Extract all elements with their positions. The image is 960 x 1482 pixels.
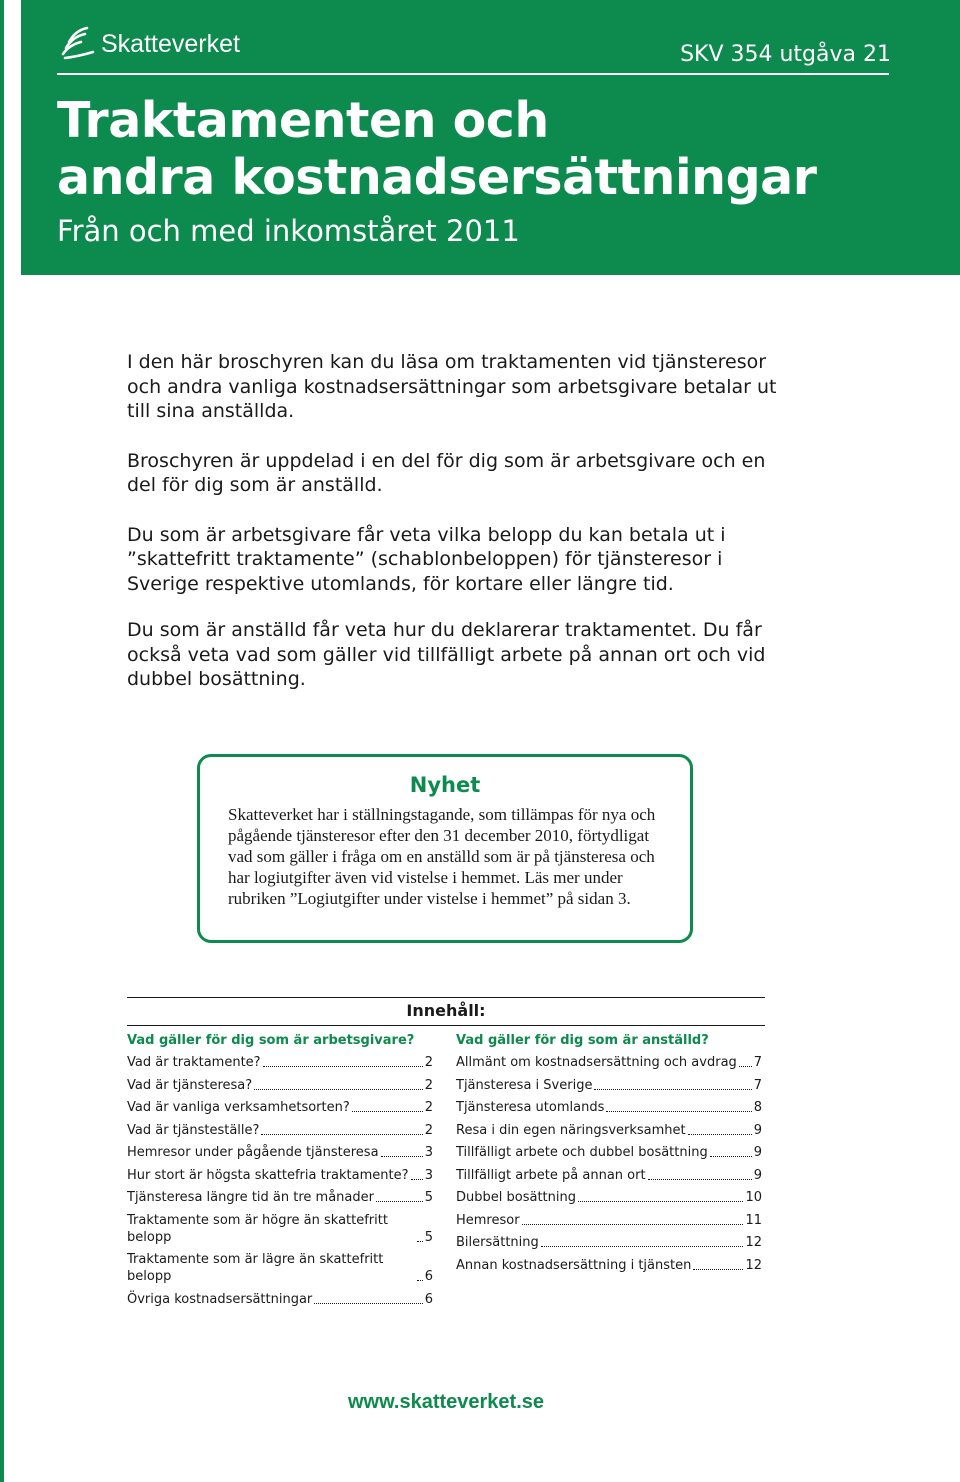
toc-item-page: 5 xyxy=(424,1229,433,1245)
toc-leader-dots xyxy=(710,1156,752,1157)
toc-item-label: Tillfälligt arbete och dubbel bosättning xyxy=(456,1145,708,1160)
toc-item-page: 9 xyxy=(753,1122,762,1138)
toc-item-page: 8 xyxy=(753,1100,762,1115)
toc-item[interactable] xyxy=(456,1099,762,1116)
toc-leader-dots xyxy=(648,1179,752,1180)
toc-item[interactable] xyxy=(456,1077,762,1094)
toc-item[interactable] xyxy=(127,1099,433,1116)
toc-item-page: 11 xyxy=(745,1212,762,1228)
toc-leader-dots xyxy=(352,1111,423,1112)
toc-item-page: 2 xyxy=(424,1077,433,1093)
toc-leader-dots xyxy=(739,1066,752,1067)
toc-leader-dots xyxy=(261,1134,422,1135)
toc-leader-dots xyxy=(417,1280,423,1281)
toc-top-rule xyxy=(127,997,765,998)
news-title: Nyhet xyxy=(409,773,481,797)
toc-item-page: 6 xyxy=(424,1291,433,1307)
title-line-2: andra kostnadsersättningar xyxy=(57,149,817,206)
toc-item-label: Vad är traktamente? xyxy=(127,1055,261,1070)
toc-item-label: Tjänsteresa längre tid än tre månader xyxy=(127,1190,374,1205)
page-title xyxy=(57,92,816,206)
toc-item[interactable] xyxy=(127,1167,433,1184)
toc-item-page: 7 xyxy=(753,1077,762,1093)
toc-item-label: Bilersättning xyxy=(456,1235,539,1250)
toc-item[interactable] xyxy=(456,1212,762,1229)
news-box xyxy=(197,754,693,943)
website-link[interactable]: www.skatteverket.se xyxy=(347,1391,545,1413)
toc-employee-heading: Vad gäller för dig som är anställd? xyxy=(456,1033,709,1048)
toc-item-label: Traktamente som är lägre än skattefritt belopp xyxy=(127,1252,384,1284)
toc-employer-column xyxy=(127,1033,433,1313)
toc-leader-dots xyxy=(693,1269,743,1270)
toc-item[interactable] xyxy=(456,1054,762,1071)
toc-item[interactable] xyxy=(456,1122,762,1139)
toc-item[interactable] xyxy=(127,1122,433,1139)
toc-leader-dots xyxy=(541,1246,744,1247)
title-line-1: Traktamenten och xyxy=(57,92,549,149)
toc-item[interactable] xyxy=(127,1144,433,1161)
toc-item-label: Tjänsteresa utomlands xyxy=(456,1100,605,1115)
toc-title: Innehåll: xyxy=(406,1001,486,1020)
toc-item-label: Vad är vanliga verksamhetsorten? xyxy=(127,1100,350,1115)
toc-item-label: Annan kostnadsersättning i tjänsten xyxy=(456,1257,692,1273)
toc-bottom-rule xyxy=(127,1025,765,1026)
left-accent-rule xyxy=(0,0,4,1482)
toc-employee-list xyxy=(456,1054,762,1274)
intro-paragraph-3: Du som är arbetsgivare får veta vilka belopp du kan betala ut i ”skattefritt traktamente” (schablonbeloppen) för tjänsteresor i Sverige respektive utomlands, för kortare eller längre tid. xyxy=(127,523,726,595)
toc-employer-list xyxy=(127,1054,433,1308)
toc-item-label: Resa i din egen näringsverksamhet xyxy=(456,1122,686,1138)
toc-leader-dots xyxy=(606,1111,751,1112)
toc-item-label: Hur stort är högsta skattefria traktamente? xyxy=(127,1167,409,1183)
toc-item-label: Vad är tjänsteresa? xyxy=(127,1077,253,1093)
toc-leader-dots xyxy=(522,1224,744,1225)
toc-item-page: 3 xyxy=(424,1167,433,1183)
toc-item[interactable] xyxy=(127,1077,433,1094)
document-code: SKV 354 utgåva 21 xyxy=(680,42,891,67)
toc-leader-dots xyxy=(688,1134,752,1135)
header-banner xyxy=(21,0,960,275)
skatteverket-logo xyxy=(57,24,240,64)
toc-item-page: 2 xyxy=(424,1055,433,1070)
intro-paragraph-4: Du som är anställd får veta hur du deklarerar traktamentet. Du får också veta vad som gäller vid tillfälligt arbete på annan ort och vid dubbel bosättning. xyxy=(127,619,766,690)
toc-leader-dots xyxy=(254,1089,423,1090)
toc-item-page: 2 xyxy=(424,1100,433,1115)
toc-item-label: Tjänsteresa i Sverige xyxy=(456,1077,593,1093)
page-subtitle: Från och med inkomståret 2011 xyxy=(57,214,520,248)
toc-leader-dots xyxy=(594,1089,751,1090)
toc-item-label: Allmänt om kostnadsersättning och avdrag xyxy=(456,1055,737,1070)
toc-leader-dots xyxy=(578,1201,743,1202)
header-divider xyxy=(57,73,889,75)
toc-item[interactable] xyxy=(127,1054,433,1071)
toc-employee-column xyxy=(456,1033,762,1279)
intro-paragraph-1: I den här broschyren kan du läsa om traktamenten vid tjänsteresor och andra vanliga kostnadsersättningar som arbetsgivare betalar ut till sina anställda. xyxy=(127,351,777,422)
toc-item-page: 12 xyxy=(745,1235,762,1250)
toc-leader-dots xyxy=(263,1066,423,1067)
toc-item[interactable] xyxy=(127,1189,433,1206)
toc-item-page: 6 xyxy=(424,1269,433,1284)
toc-leader-dots xyxy=(381,1156,423,1157)
toc-leader-dots xyxy=(417,1241,423,1242)
toc-item-page: 3 xyxy=(424,1145,433,1160)
toc-item-page: 7 xyxy=(753,1055,762,1070)
toc-item[interactable] xyxy=(456,1144,762,1161)
toc-leader-dots xyxy=(411,1179,423,1180)
toc-item-page: 5 xyxy=(424,1190,433,1205)
toc-item-page: 9 xyxy=(753,1145,762,1160)
toc-item-page: 9 xyxy=(753,1167,762,1183)
toc-item[interactable] xyxy=(456,1234,762,1251)
logo-text: Skatteverket xyxy=(101,29,240,58)
news-body: Skatteverket har i ställningstagande, som tillämpas för nya och pågående tjänsteresor efter den 31 december 2010, förtydligat vad som gäller i fråga om en anställd som är på tjänsteresa och har logiutgifter även vid vistelse i hemmet. Läs mer under rubriken ”Logiutgifter under vistelse i hemmet” på sidan 3. xyxy=(228,805,656,908)
skatteverket-crown-icon xyxy=(57,24,97,64)
toc-item-page: 10 xyxy=(745,1190,762,1205)
toc-item-label: Vad är tjänsteställe? xyxy=(127,1122,260,1138)
toc-item[interactable] xyxy=(127,1291,433,1308)
toc-leader-dots xyxy=(314,1303,422,1304)
intro-text xyxy=(127,350,777,717)
toc-item-page: 2 xyxy=(424,1122,433,1138)
toc-item-label: Traktamente som är högre än skattefritt belopp xyxy=(127,1212,388,1245)
toc-item-label: Tillfälligt arbete på annan ort xyxy=(456,1167,646,1183)
toc-item-page: 12 xyxy=(745,1257,762,1273)
toc-item[interactable] xyxy=(456,1167,762,1184)
toc-employer-heading: Vad gäller för dig som är arbetsgivare? xyxy=(127,1033,415,1048)
toc-leader-dots xyxy=(376,1201,423,1202)
toc-item-label: Hemresor under pågående tjänsteresa xyxy=(127,1145,379,1160)
toc-item[interactable] xyxy=(456,1257,762,1274)
toc-item-label: Hemresor xyxy=(456,1212,520,1228)
toc-item[interactable] xyxy=(127,1251,433,1285)
toc-item[interactable] xyxy=(127,1212,433,1246)
toc-item[interactable] xyxy=(456,1189,762,1206)
toc-item-label: Övriga kostnadsersättningar xyxy=(127,1291,313,1307)
intro-paragraph-2: Broschyren är uppdelad i en del för dig som är arbetsgivare och en del för dig som är anställd. xyxy=(127,449,766,496)
toc-item-label: Dubbel bosättning xyxy=(456,1190,576,1205)
